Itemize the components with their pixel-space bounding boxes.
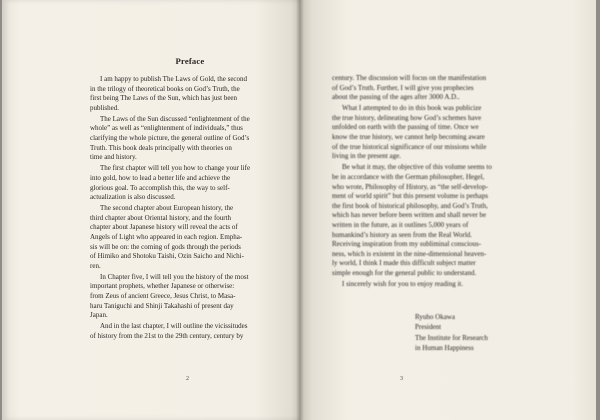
- preface-paragraph: I am happy to publish The Laws of Gold, the second in the trilogy of theoretical books on God’s Truth, the first being The Laws of the Sun, which has just been published.: [90, 75, 248, 112]
- right-page-text: [332, 74, 536, 291]
- book-gutter: [296, 0, 304, 420]
- page-number-right: 3: [400, 376, 403, 382]
- preface-paragraph: century. The discussion will focus on the manifestation of God’s Truth. Further, I will give you prophecies about the passing of the ages after 3000 A.D..: [332, 74, 487, 102]
- preface-paragraph: What I attempted to do in this book was publicize the true history, delineating how God’s schemes have unfolded on earth with the passing of time. Once we know the true history, we cannot help becoming aware of the true historical significance of our missions while living in the present age.: [332, 104, 487, 161]
- signature-block: [415, 312, 488, 354]
- left-page-text: [90, 56, 290, 343]
- page-number-left: 2: [186, 376, 189, 382]
- preface-paragraph: Be what it may, the objective of this volume seems to be in accordance with the German philosopher, Hegel, who wrote, Philosophy of History, as “the self-develop- ment of world spirit” but this present volume is perhaps the first book of historical philosophy, and God’s Truth, which has never before been written and shall never be written in the future, as it outlines 5,000 years of humankind’s history as seen from the Real World. Receiving inspiration from my subliminal conscious- ness, which is existent in the nine-dimensional heaven- ly world, I think I made this difficult subject matter simple enough for the general public to understand.: [332, 163, 492, 277]
- signature-name: Ryuho Okawa: [415, 313, 455, 321]
- preface-paragraph: In Chapter five, I will tell you the history of the most important prophets, whether Japanese or otherwise: from Zeus of ancient Greece, Jesus Christ, to Masa- haru Taniguchi and Shinji Takahashi of present day Japan.: [90, 272, 249, 320]
- signature-role: President: [415, 323, 442, 332]
- preface-paragraph: And in the last chapter, I will outline the vicissitudes of history from the 21st to the 29th century, century by: [90, 322, 248, 340]
- preface-paragraph: I sincerely wish for you to enjoy reading it.: [342, 279, 464, 288]
- preface-paragraph: The second chapter about European history, the third chapter about Oriental history, and the fourth chapter about Japanese history will reveal the acts of Angels of Light who appeared in each region. Empha- sis will be on: the coming of gods through the periods of Himiko and Shotoku Taishi, Ozin Saicho and Nichi- ren.: [90, 204, 244, 270]
- preface-title: Preface: [175, 56, 205, 66]
- signature-org-line: in Human Happiness: [415, 344, 474, 353]
- preface-paragraph: The first chapter will tell you how to change your life into gold, how to lead a better life and achieve the glorious goal. To accomplish this, the way to self- actualization is also discussed.: [90, 164, 251, 202]
- signature-org-line: The Institute for Research: [415, 333, 488, 342]
- preface-paragraph: The Laws of the Sun discussed “enlightenment of the whole” as well as “enlightenment of individuals,” thus clarifying the whole picture, the general outline of God’s Truth. This book deals principally with theories on time and history.: [90, 114, 250, 162]
